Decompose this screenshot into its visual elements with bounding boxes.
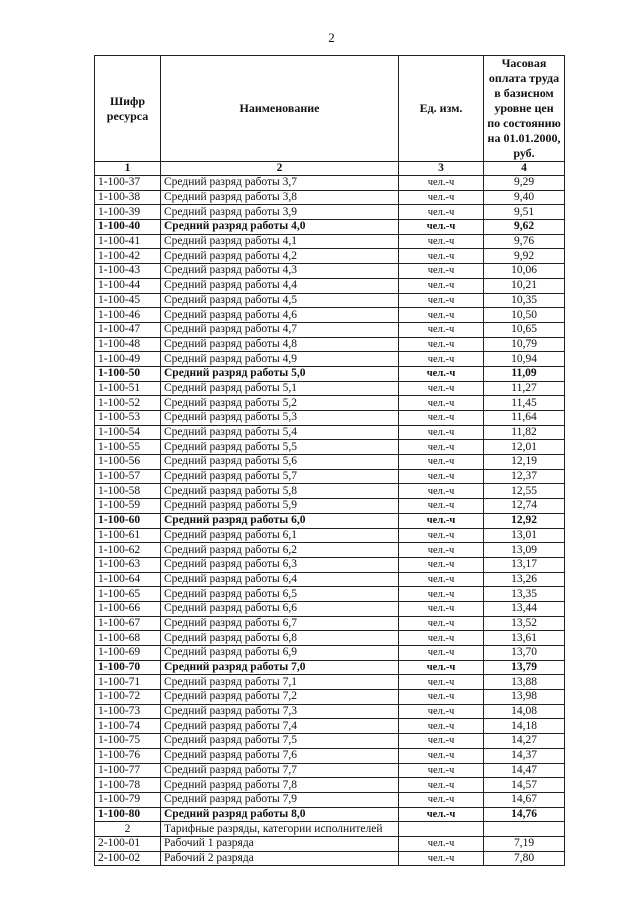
row-code: 1-100-38 <box>95 190 161 205</box>
row-unit: чел.-ч <box>399 807 484 822</box>
row-code: 1-100-80 <box>95 807 161 822</box>
row-price: 7,80 <box>484 851 565 866</box>
row-price: 14,67 <box>484 792 565 807</box>
row-name: Средний разряд работы 5,3 <box>161 411 399 426</box>
row-name: Средний разряд работы 5,0 <box>161 366 399 381</box>
row-name: Средний разряд работы 4,0 <box>161 220 399 235</box>
table-row <box>95 690 565 705</box>
row-name: Средний разряд работы 7,0 <box>161 660 399 675</box>
row-unit: чел.-ч <box>399 631 484 646</box>
row-name: Средний разряд работы 5,2 <box>161 396 399 411</box>
header-unit: Ед. изм. <box>399 56 484 162</box>
row-code: 1-100-76 <box>95 748 161 763</box>
row-code: 1-100-37 <box>95 176 161 191</box>
row-price: 13,70 <box>484 646 565 661</box>
row-name: Средний разряд работы 3,9 <box>161 205 399 220</box>
row-price: 12,74 <box>484 499 565 514</box>
row-unit: чел.-ч <box>399 190 484 205</box>
row-price: 10,50 <box>484 308 565 323</box>
row-price: 11,82 <box>484 425 565 440</box>
table-row <box>95 763 565 778</box>
table-row <box>95 660 565 675</box>
row-unit: чел.-ч <box>399 381 484 396</box>
row-price: 14,37 <box>484 748 565 763</box>
page-number: 2 <box>328 30 335 45</box>
row-name: Средний разряд работы 6,4 <box>161 572 399 587</box>
row-price: 11,09 <box>484 366 565 381</box>
column-number: 4 <box>484 162 565 176</box>
row-price: 12,92 <box>484 513 565 528</box>
row-code: 1-100-68 <box>95 631 161 646</box>
row-price: 12,37 <box>484 469 565 484</box>
row-code: 1-100-62 <box>95 543 161 558</box>
row-price: 13,17 <box>484 557 565 572</box>
row-unit: чел.-ч <box>399 396 484 411</box>
table-row <box>95 352 565 367</box>
row-unit: чел.-ч <box>399 249 484 264</box>
table-row <box>95 778 565 793</box>
row-price: 13,79 <box>484 660 565 675</box>
row-unit: чел.-ч <box>399 176 484 191</box>
row-name: Средний разряд работы 5,4 <box>161 425 399 440</box>
row-unit: чел.-ч <box>399 440 484 455</box>
row-price: 7,19 <box>484 836 565 851</box>
row-unit: чел.-ч <box>399 792 484 807</box>
row-code: 1-100-43 <box>95 264 161 279</box>
row-price: 11,64 <box>484 411 565 426</box>
row-code: 1-100-77 <box>95 763 161 778</box>
row-code: 1-100-64 <box>95 572 161 587</box>
row-code: 1-100-53 <box>95 411 161 426</box>
column-number: 1 <box>95 162 161 176</box>
row-code: 1-100-69 <box>95 646 161 661</box>
row-code: 1-100-59 <box>95 499 161 514</box>
row-price: 11,27 <box>484 381 565 396</box>
row-price: 13,61 <box>484 631 565 646</box>
table-body <box>95 176 565 866</box>
row-code: 1-100-73 <box>95 704 161 719</box>
row-unit: чел.-ч <box>399 513 484 528</box>
row-name: Средний разряд работы 6,9 <box>161 646 399 661</box>
row-code: 1-100-55 <box>95 440 161 455</box>
row-name: Средний разряд работы 7,3 <box>161 704 399 719</box>
row-name: Средний разряд работы 6,3 <box>161 557 399 572</box>
row-price <box>484 822 565 837</box>
row-price: 10,21 <box>484 278 565 293</box>
table-row <box>95 455 565 470</box>
row-unit: чел.-ч <box>399 528 484 543</box>
row-name: Средний разряд работы 5,7 <box>161 469 399 484</box>
row-name: Средний разряд работы 6,1 <box>161 528 399 543</box>
row-unit: чел.-ч <box>399 308 484 323</box>
row-unit: чел.-ч <box>399 616 484 631</box>
row-price: 14,47 <box>484 763 565 778</box>
table-row <box>95 792 565 807</box>
table-row <box>95 469 565 484</box>
row-code: 1-100-52 <box>95 396 161 411</box>
row-code: 1-100-79 <box>95 792 161 807</box>
row-price: 12,19 <box>484 455 565 470</box>
row-code: 1-100-78 <box>95 778 161 793</box>
row-code: 2-100-01 <box>95 836 161 851</box>
row-name: Средний разряд работы 7,9 <box>161 792 399 807</box>
row-price: 9,92 <box>484 249 565 264</box>
table-row <box>95 308 565 323</box>
row-name: Средний разряд работы 4,3 <box>161 264 399 279</box>
table-row <box>95 322 565 337</box>
table-row <box>95 293 565 308</box>
table-row <box>95 822 565 837</box>
table-row <box>95 557 565 572</box>
row-unit <box>399 822 484 837</box>
table-row <box>95 807 565 822</box>
row-code: 1-100-65 <box>95 587 161 602</box>
table-row <box>95 851 565 866</box>
row-name: Средний разряд работы 7,5 <box>161 734 399 749</box>
row-code: 1-100-60 <box>95 513 161 528</box>
row-unit: чел.-ч <box>399 499 484 514</box>
row-name: Средний разряд работы 5,1 <box>161 381 399 396</box>
row-price: 13,52 <box>484 616 565 631</box>
row-price: 13,26 <box>484 572 565 587</box>
row-code: 1-100-46 <box>95 308 161 323</box>
row-price: 13,01 <box>484 528 565 543</box>
table-row <box>95 484 565 499</box>
row-code: 1-100-58 <box>95 484 161 499</box>
table-row <box>95 264 565 279</box>
table-row <box>95 411 565 426</box>
row-name: Средний разряд работы 7,2 <box>161 690 399 705</box>
row-name: Средний разряд работы 6,8 <box>161 631 399 646</box>
row-name: Средний разряд работы 5,9 <box>161 499 399 514</box>
row-name: Средний разряд работы 6,2 <box>161 543 399 558</box>
row-price: 9,40 <box>484 190 565 205</box>
table-row <box>95 234 565 249</box>
row-name: Средний разряд работы 6,5 <box>161 587 399 602</box>
row-unit: чел.-ч <box>399 748 484 763</box>
row-unit: чел.-ч <box>399 660 484 675</box>
row-unit: чел.-ч <box>399 469 484 484</box>
row-unit: чел.-ч <box>399 264 484 279</box>
row-unit: чел.-ч <box>399 851 484 866</box>
row-name: Рабочий 2 разряда <box>161 851 399 866</box>
table-row <box>95 249 565 264</box>
row-price: 13,88 <box>484 675 565 690</box>
row-unit: чел.-ч <box>399 704 484 719</box>
row-name: Средний разряд работы 6,7 <box>161 616 399 631</box>
row-price: 10,79 <box>484 337 565 352</box>
row-unit: чел.-ч <box>399 205 484 220</box>
row-unit: чел.-ч <box>399 690 484 705</box>
row-unit: чел.-ч <box>399 337 484 352</box>
table-row <box>95 425 565 440</box>
table-row <box>95 734 565 749</box>
row-unit: чел.-ч <box>399 234 484 249</box>
row-name: Средний разряд работы 3,8 <box>161 190 399 205</box>
row-unit: чел.-ч <box>399 601 484 616</box>
row-unit: чел.-ч <box>399 322 484 337</box>
row-unit: чел.-ч <box>399 484 484 499</box>
table-row <box>95 646 565 661</box>
table-row <box>95 396 565 411</box>
row-name: Средний разряд работы 4,2 <box>161 249 399 264</box>
row-name: Средний разряд работы 4,1 <box>161 234 399 249</box>
table-row <box>95 572 565 587</box>
row-name: Средний разряд работы 4,9 <box>161 352 399 367</box>
row-price: 14,27 <box>484 734 565 749</box>
row-name: Средний разряд работы 5,8 <box>161 484 399 499</box>
row-unit: чел.-ч <box>399 836 484 851</box>
row-price: 11,45 <box>484 396 565 411</box>
row-code: 1-100-67 <box>95 616 161 631</box>
table-row <box>95 278 565 293</box>
row-code: 1-100-63 <box>95 557 161 572</box>
table-row <box>95 836 565 851</box>
row-unit: чел.-ч <box>399 734 484 749</box>
row-code: 1-100-48 <box>95 337 161 352</box>
table-row <box>95 748 565 763</box>
row-name: Средний разряд работы 4,4 <box>161 278 399 293</box>
table-row <box>95 381 565 396</box>
row-code: 1-100-56 <box>95 455 161 470</box>
row-code: 1-100-42 <box>95 249 161 264</box>
row-unit: чел.-ч <box>399 352 484 367</box>
row-code: 1-100-70 <box>95 660 161 675</box>
row-name: Средний разряд работы 4,7 <box>161 322 399 337</box>
row-name: Средний разряд работы 8,0 <box>161 807 399 822</box>
row-name: Средний разряд работы 3,7 <box>161 176 399 191</box>
row-price: 14,18 <box>484 719 565 734</box>
column-number: 2 <box>161 162 399 176</box>
row-unit: чел.-ч <box>399 455 484 470</box>
table-row <box>95 513 565 528</box>
row-unit: чел.-ч <box>399 763 484 778</box>
row-unit: чел.-ч <box>399 278 484 293</box>
row-code: 1-100-40 <box>95 220 161 235</box>
row-code: 1-100-74 <box>95 719 161 734</box>
row-name: Средний разряд работы 6,6 <box>161 601 399 616</box>
table-row <box>95 366 565 381</box>
row-name: Средний разряд работы 4,8 <box>161 337 399 352</box>
row-name: Средний разряд работы 7,1 <box>161 675 399 690</box>
table-row <box>95 616 565 631</box>
column-number-row <box>95 162 565 176</box>
row-price: 14,08 <box>484 704 565 719</box>
row-price: 10,35 <box>484 293 565 308</box>
row-unit: чел.-ч <box>399 675 484 690</box>
table-header-row <box>95 56 565 162</box>
row-unit: чел.-ч <box>399 557 484 572</box>
row-price: 9,29 <box>484 176 565 191</box>
row-unit: чел.-ч <box>399 543 484 558</box>
table-row <box>95 719 565 734</box>
labor-rates-table <box>94 55 565 866</box>
table-row <box>95 205 565 220</box>
table-row <box>95 190 565 205</box>
row-code: 2 <box>95 822 161 837</box>
row-price: 13,44 <box>484 601 565 616</box>
row-price: 12,55 <box>484 484 565 499</box>
row-name: Средний разряд работы 7,4 <box>161 719 399 734</box>
row-unit: чел.-ч <box>399 646 484 661</box>
row-unit: чел.-ч <box>399 587 484 602</box>
table-row <box>95 528 565 543</box>
row-code: 1-100-44 <box>95 278 161 293</box>
header-name: Наименование <box>161 56 399 162</box>
table-row <box>95 631 565 646</box>
header-price: Часовая оплата труда в базисном уровне цен по состоянию на 01.01.2000, руб. <box>484 56 565 162</box>
row-name: Средний разряд работы 7,8 <box>161 778 399 793</box>
row-name: Средний разряд работы 7,6 <box>161 748 399 763</box>
row-price: 14,76 <box>484 807 565 822</box>
row-name: Средний разряд работы 6,0 <box>161 513 399 528</box>
table-row <box>95 499 565 514</box>
table-row <box>95 675 565 690</box>
table-row <box>95 704 565 719</box>
row-price: 13,98 <box>484 690 565 705</box>
row-code: 1-100-47 <box>95 322 161 337</box>
table-row <box>95 176 565 191</box>
row-name: Тарифные разряды, категории исполнителей <box>161 822 399 837</box>
table-row <box>95 543 565 558</box>
row-unit: чел.-ч <box>399 220 484 235</box>
row-price: 13,09 <box>484 543 565 558</box>
row-code: 1-100-72 <box>95 690 161 705</box>
row-name: Средний разряд работы 5,5 <box>161 440 399 455</box>
row-unit: чел.-ч <box>399 572 484 587</box>
row-unit: чел.-ч <box>399 719 484 734</box>
row-price: 9,62 <box>484 220 565 235</box>
row-code: 1-100-54 <box>95 425 161 440</box>
row-name: Средний разряд работы 4,5 <box>161 293 399 308</box>
row-unit: чел.-ч <box>399 778 484 793</box>
row-price: 10,06 <box>484 264 565 279</box>
row-price: 10,94 <box>484 352 565 367</box>
row-price: 10,65 <box>484 322 565 337</box>
row-code: 2-100-02 <box>95 851 161 866</box>
table-row <box>95 601 565 616</box>
row-code: 1-100-45 <box>95 293 161 308</box>
row-unit: чел.-ч <box>399 425 484 440</box>
row-price: 13,35 <box>484 587 565 602</box>
row-code: 1-100-61 <box>95 528 161 543</box>
row-name: Средний разряд работы 7,7 <box>161 763 399 778</box>
row-code: 1-100-49 <box>95 352 161 367</box>
table-row <box>95 587 565 602</box>
row-unit: чел.-ч <box>399 411 484 426</box>
row-price: 14,57 <box>484 778 565 793</box>
row-price: 9,51 <box>484 205 565 220</box>
row-name: Средний разряд работы 4,6 <box>161 308 399 323</box>
row-price: 9,76 <box>484 234 565 249</box>
table-row <box>95 220 565 235</box>
row-code: 1-100-51 <box>95 381 161 396</box>
row-unit: чел.-ч <box>399 293 484 308</box>
row-code: 1-100-39 <box>95 205 161 220</box>
row-code: 1-100-71 <box>95 675 161 690</box>
row-price: 12,01 <box>484 440 565 455</box>
row-code: 1-100-41 <box>95 234 161 249</box>
row-unit: чел.-ч <box>399 366 484 381</box>
row-code: 1-100-66 <box>95 601 161 616</box>
row-code: 1-100-75 <box>95 734 161 749</box>
column-number: 3 <box>399 162 484 176</box>
row-name: Средний разряд работы 5,6 <box>161 455 399 470</box>
row-code: 1-100-57 <box>95 469 161 484</box>
table-row <box>95 440 565 455</box>
row-code: 1-100-50 <box>95 366 161 381</box>
header-code: Шифр ресурса <box>95 56 161 162</box>
table-row <box>95 337 565 352</box>
row-name: Рабочий 1 разряда <box>161 836 399 851</box>
